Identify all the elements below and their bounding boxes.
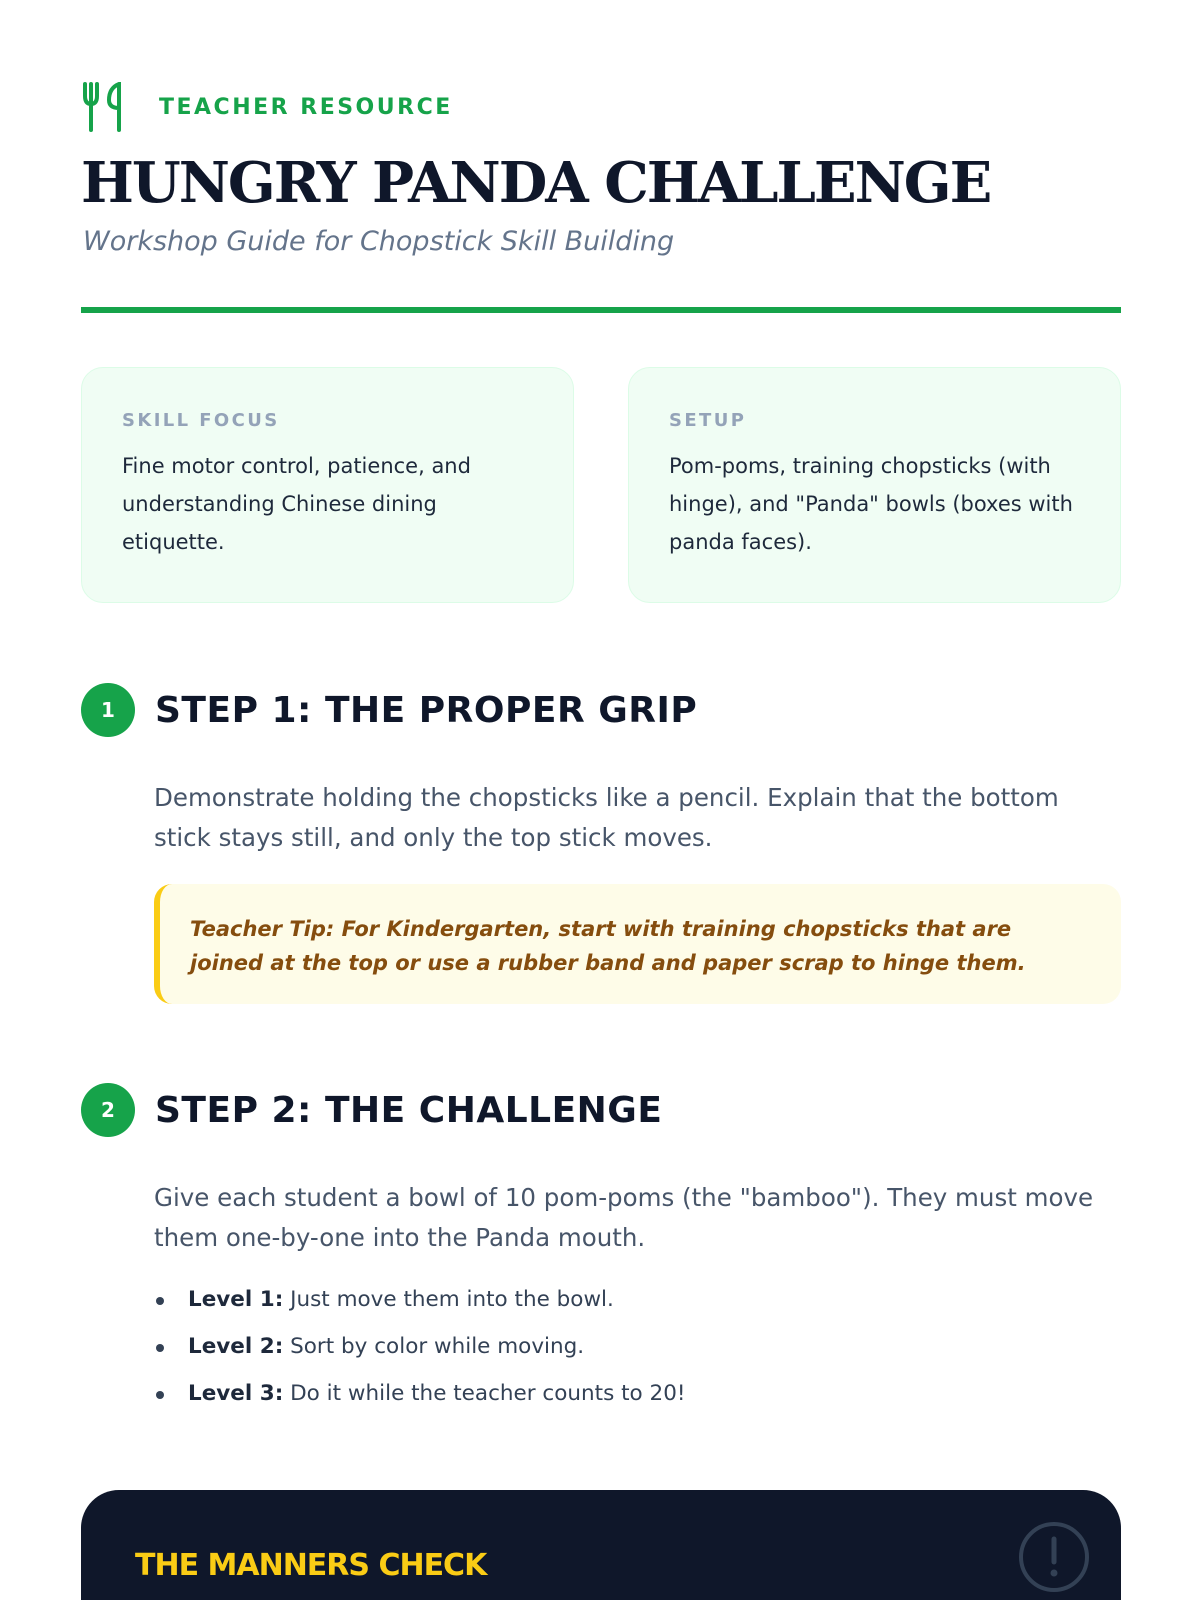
- card-label: SKILL FOCUS: [122, 410, 280, 431]
- level-label: Level 2:: [188, 1334, 284, 1359]
- title-divider: [81, 307, 1121, 313]
- step-1-heading: [81, 683, 697, 737]
- level-text: Sort by color while moving.: [283, 1334, 585, 1359]
- step-number-badge: 1: [81, 683, 135, 737]
- level-text: Do it while the teacher counts to 20!: [283, 1381, 686, 1406]
- bullet-icon: [156, 1297, 164, 1305]
- list-item: [154, 1282, 686, 1329]
- level-text: Just move them into the bowl.: [283, 1287, 614, 1312]
- eyebrow-label: TEACHER RESOURCE: [159, 94, 453, 120]
- skill-focus-card: [81, 367, 574, 603]
- card-text: Fine motor control, patience, and understanding Chinese dining etiquette.: [122, 454, 471, 554]
- page-subtitle: Workshop Guide for Chopstick Skill Building: [83, 226, 675, 257]
- manners-check-panel: [81, 1490, 1121, 1600]
- manners-check-title: THE MANNERS CHECK: [135, 1548, 487, 1583]
- teacher-tip-text: Teacher Tip: For Kindergarten, start with training chopsticks that are joined at the top or use a rubber band and paper scrap to hinge them.: [190, 917, 1026, 975]
- level-label: Level 3:: [188, 1381, 284, 1406]
- step-title: STEP 2: THE CHALLENGE: [155, 1089, 663, 1131]
- teacher-tip-callout: [154, 884, 1121, 1004]
- step-2-heading: [81, 1083, 662, 1137]
- list-item: [154, 1329, 686, 1376]
- level-list: [154, 1282, 686, 1423]
- list-item: [154, 1376, 686, 1423]
- bullet-icon: [156, 1391, 164, 1399]
- alert-circle-icon: [1017, 1520, 1091, 1594]
- bullet-icon: [156, 1344, 164, 1352]
- level-label: Level 1:: [188, 1287, 284, 1312]
- page-title: HUNGRY PANDA CHALLENGE: [81, 150, 991, 216]
- card-label: SETUP: [669, 410, 747, 431]
- card-text: Pom-poms, training chopsticks (with hinge), and "Panda" bowls (boxes with panda faces).: [669, 454, 1073, 554]
- step-title: STEP 1: THE PROPER GRIP: [155, 689, 698, 731]
- step-number-badge: 2: [81, 1083, 135, 1137]
- setup-card: [628, 367, 1121, 603]
- eyebrow: [81, 82, 453, 132]
- step-2-body: Give each student a bowl of 10 pom-poms (the "bamboo"). They must move them one-by-one into the Panda mouth.: [154, 1183, 1094, 1252]
- utensils-icon: [81, 82, 129, 132]
- step-1-body: Demonstrate holding the chopsticks like a pencil. Explain that the bottom stick stays still, and only the top stick moves.: [154, 783, 1059, 852]
